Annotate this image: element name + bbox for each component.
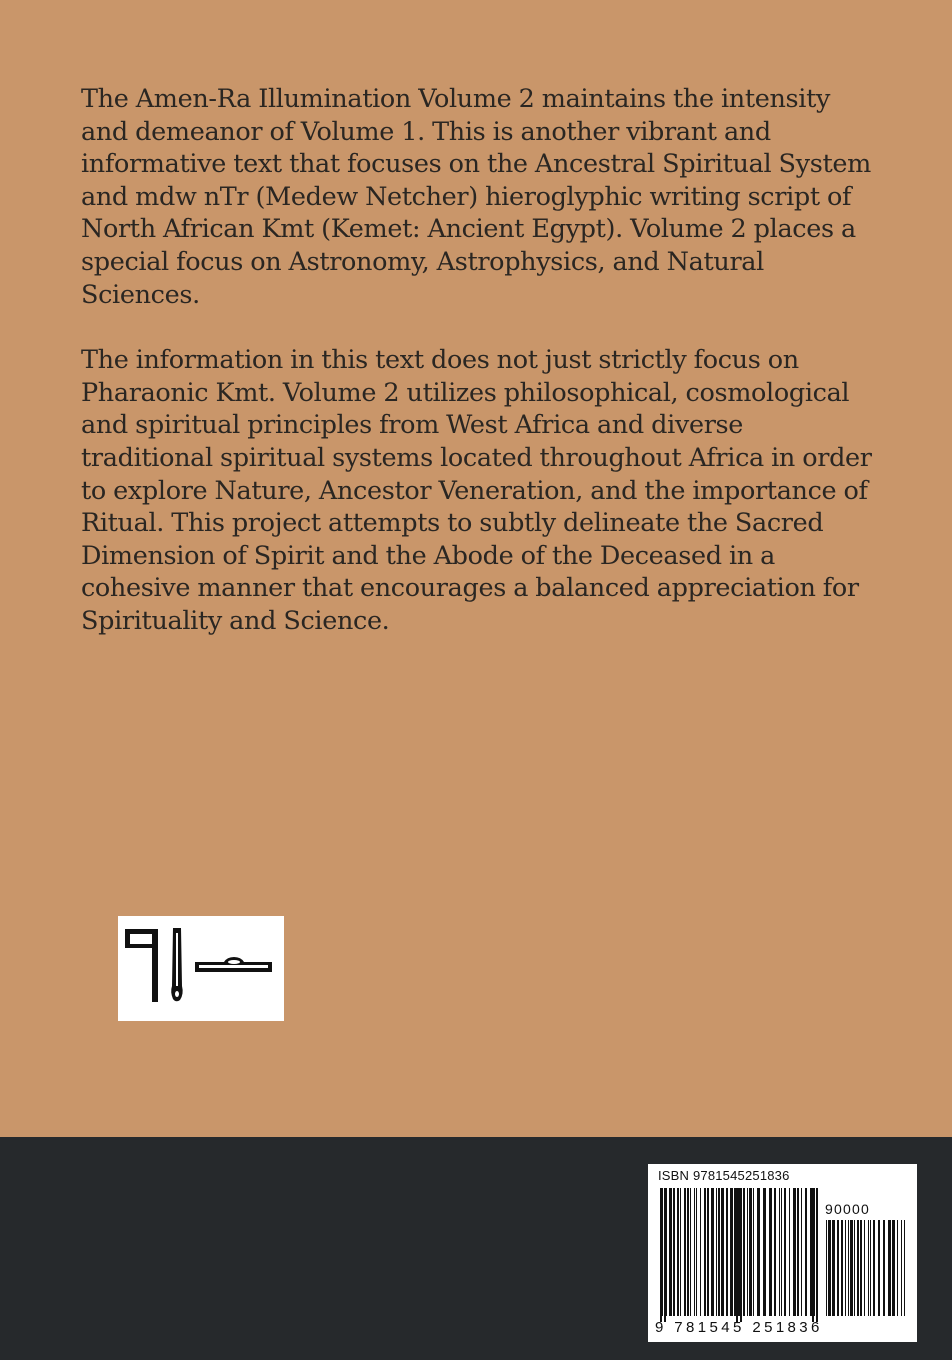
back-cover-description xyxy=(81,83,881,671)
description-paragraph-1: The Amen-Ra Illumination Volume 2 maintains the intensity and demeanor of Volume 1. This is another vibrant and informative text that focuses on the Ancestral Spiritual System and mdw nTr (Medew Netcher) hieroglyphic writing script of North African Kmt (Kemet: Ancient Egypt). Volume 2 places a special focus on Astronomy, Astrophysics, and Natural Sciences. xyxy=(81,84,871,310)
ean-digits: 9 781545 251836 xyxy=(655,1319,823,1336)
hieroglyph-ntr-icon xyxy=(118,916,284,1021)
isbn-barcode xyxy=(648,1164,917,1342)
barcode-bars xyxy=(648,1164,917,1342)
isbn-label: ISBN 9781545251836 xyxy=(658,1168,790,1183)
description-paragraph-2: The information in this text does not just strictly focus on Pharaonic Kmt. Volume 2 utilizes philosophical, cosmological and spiritual principles from West Africa and diverse traditional spiritual systems located throughout Africa in order to explore Nature, Ancestor Veneration, and the importance of Ritual. This project attempts to subtly delineate the Sacred Dimension of Spirit and the Abode of the Deceased in a cohesive manner that encourages a balanced appreciation for Spirituality and Science. xyxy=(81,345,872,636)
hieroglyph-panel xyxy=(118,916,284,1021)
price-code: 90000 xyxy=(825,1201,870,1217)
